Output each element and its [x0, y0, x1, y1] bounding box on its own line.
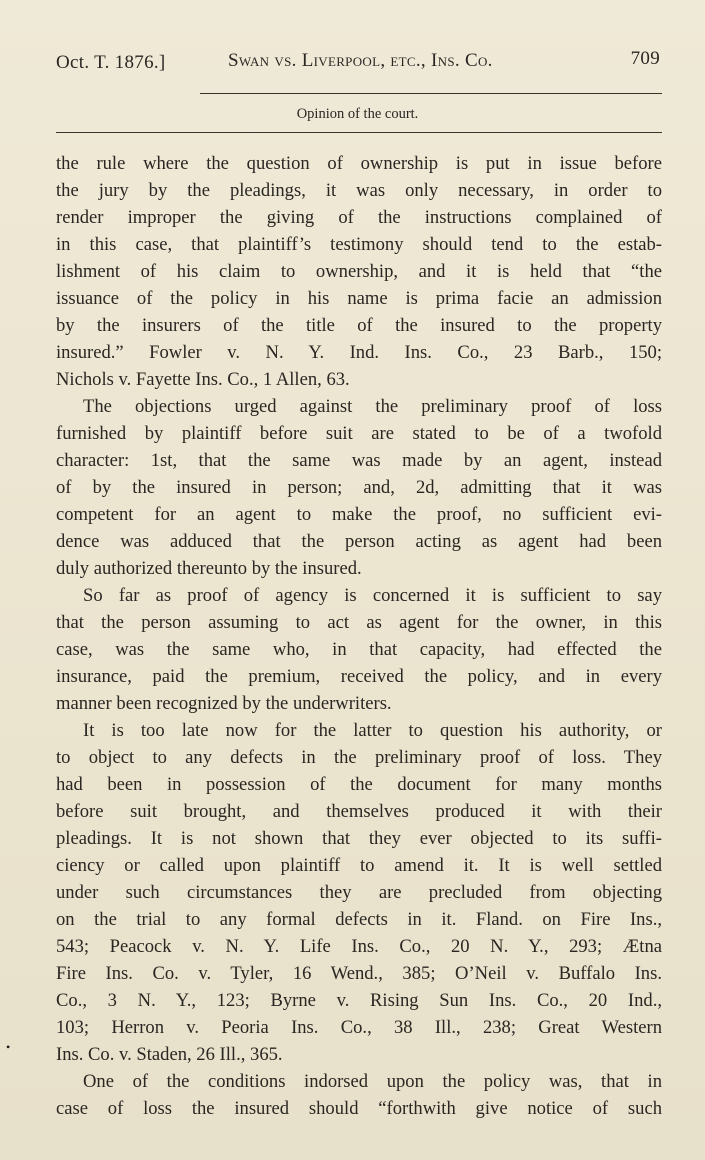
paragraph-first-line: The objections urged against the preliminary proof of loss: [83, 396, 662, 417]
text-line: competent for an agent to make the proof, no sufficient evi-: [56, 504, 662, 525]
text-line: ciency or called upon plaintiff to amend it. It is well settled: [56, 855, 662, 876]
text-line: insured.” Fowler v. N. Y. Ind. Ins. Co., 23 Barb., 150;: [56, 342, 662, 363]
header-rule-top: [200, 93, 662, 94]
text-line: in this case, that plaintiff’s testimony should tend to the estab-: [56, 234, 662, 255]
text-line: pleadings. It is not shown that they ever objected to its suffi-: [56, 828, 662, 849]
text-line: furnished by plaintiff before suit are stated to be of a twofold: [56, 423, 662, 444]
text-line: under such circumstances they are precluded from objecting: [56, 882, 662, 903]
text-line: issuance of the policy in his name is prima facie an admission: [56, 288, 662, 309]
header-rule-bottom: [56, 132, 662, 133]
text-line: lishment of his claim to ownership, and it is held that “the: [56, 261, 662, 282]
paragraph-first-line: It is too late now for the latter to question his authority, or: [83, 720, 662, 741]
running-head: [56, 48, 660, 78]
paragraph-first-line: One of the conditions indorsed upon the policy was, that in: [83, 1071, 662, 1092]
text-line: Co., 3 N. Y., 123; Byrne v. Rising Sun Ins. Co., 20 Ind.,: [56, 990, 662, 1011]
text-line: had been in possession of the document for many months: [56, 774, 662, 795]
text-line: the rule where the question of ownership is put in issue before: [56, 153, 662, 174]
text-line: render improper the giving of the instructions complained of: [56, 207, 662, 228]
text-line: manner been recognized by the underwriters.: [56, 693, 392, 714]
text-line: to object to any defects in the preliminary proof of loss. They: [56, 747, 662, 768]
text-line: 103; Herron v. Peoria Ins. Co., 38 Ill., 238; Great Western: [56, 1017, 662, 1038]
text-line: insurance, paid the premium, received the policy, and in every: [56, 666, 662, 687]
paragraph-first-line: So far as proof of agency is concerned it is sufficient to say: [83, 585, 662, 606]
text-line: Nichols v. Fayette Ins. Co., 1 Allen, 63.: [56, 369, 350, 390]
margin-mark: •: [6, 1040, 11, 1054]
text-line: Ins. Co. v. Staden, 26 Ill., 365.: [56, 1044, 283, 1065]
text-line: that the person assuming to act as agent for the owner, in this: [56, 612, 662, 633]
text-line: 543; Peacock v. N. Y. Life Ins. Co., 20 N. Y., 293; Ætna: [56, 936, 662, 957]
text-line: duly authorized thereunto by the insured.: [56, 558, 362, 579]
text-line: of by the insured in person; and, 2d, admitting that it was: [56, 477, 662, 498]
text-line: before suit brought, and themselves produced it with their: [56, 801, 662, 822]
text-line: dence was adduced that the person acting as agent had been: [56, 531, 662, 552]
section-label: Opinion of the court.: [296, 106, 419, 122]
text-line: the jury by the pleadings, it was only necessary, in order to: [56, 180, 662, 201]
text-line: by the insurers of the title of the insured to the property: [56, 315, 662, 336]
case-title: Swan vs. Liverpool, etc., Ins. Co.: [228, 50, 493, 71]
text-line: case, was the same who, in that capacity, had effected the: [56, 639, 662, 660]
text-line: character: 1st, that the same was made by an agent, instead: [56, 450, 662, 471]
text-line: Fire Ins. Co. v. Tyler, 16 Wend., 385; O’Neil v. Buffalo Ins.: [56, 963, 662, 984]
page-number: 709: [630, 48, 660, 69]
text-line: on the trial to any formal defects in it. Fland. on Fire Ins.,: [56, 909, 662, 930]
text-line: case of loss the insured should “forthwith give notice of such: [56, 1098, 662, 1119]
term-label: Oct. T. 1876.]: [56, 52, 166, 73]
